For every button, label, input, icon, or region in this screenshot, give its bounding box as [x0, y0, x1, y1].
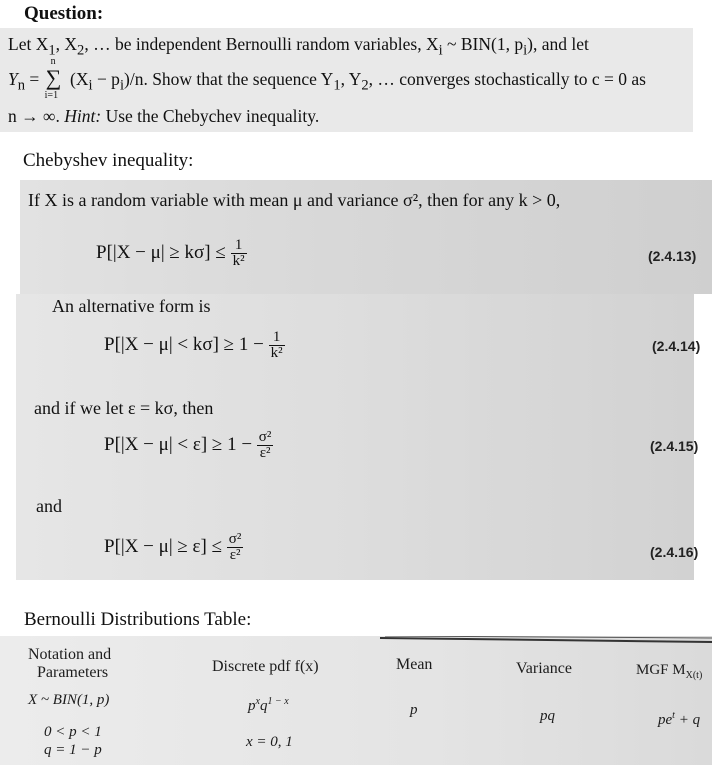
cell-variance: pq [540, 708, 555, 724]
table-heading: Bernoulli Distributions Table: [24, 609, 252, 630]
equation-2-4-16: P[|X − μ| ≥ ε] ≤ $\frac{\text{σ²}}{\text{ε²}}$ [104, 531, 242, 563]
header-pdf: Discrete pdf f(x) [212, 658, 319, 675]
equation-2-4-13: P[|X − μ| ≥ kσ] ≤ $\frac{1}{\text{k²}}$ [96, 237, 245, 269]
header-mgf: MGF $M_{X(t)}$ [636, 662, 703, 681]
equation-tag-2-4-16: (2.4.16) [650, 544, 699, 560]
equation-tag-2-4-14: (2.4.14) [652, 338, 701, 354]
cell-support: x = 0, 1 [246, 734, 293, 750]
header-mean: Mean [396, 656, 433, 673]
cell-mean: p [410, 702, 418, 718]
cell-param-1: 0 < p < 1 [44, 724, 102, 740]
cell-notation: X ~ BIN(1, p) [28, 692, 110, 708]
header-notation: Notation and Parameters [28, 646, 112, 681]
question-heading: Question: [24, 3, 104, 24]
equation-2-4-15: P[|X − μ| < ε] ≥ 1 − $\frac{\text{σ²}}{\text{ε²}}$ [104, 429, 272, 461]
chebyshev-panel-top [20, 180, 712, 294]
chebyshev-intro: If X is a random variable with mean μ and variance σ², then for any k > 0, [28, 190, 561, 210]
bernoulli-table [0, 636, 712, 765]
cell-mgf: $pe^t + q$ [658, 710, 701, 728]
alternative-form-text: An alternative form is [52, 296, 211, 316]
question-panel [0, 28, 693, 132]
chebyshev-heading: Chebyshev inequality: [23, 150, 194, 171]
cell-pdf: $p^xq^{1 - x}$ [248, 696, 289, 714]
chebyshev-panel-bottom [16, 294, 701, 580]
cell-param-2: q = 1 − p [44, 742, 102, 758]
summation-symbol: n ∑ i=1 [44, 56, 62, 101]
header-variance: Variance [516, 660, 572, 677]
question-line-1: Let $X_1$, $X_2$, … be independent Bernoulli random variables, $X_i$ ~ BIN(1, $p_i$), and let [8, 34, 589, 59]
and-text: and [36, 496, 62, 516]
equation-2-4-14: P[|X − μ| < kσ] ≥ 1 − $\frac{1}{\text{k²}}$ [104, 329, 283, 361]
question-line-3: n → ∞. Hint: Use the Chebychev inequality. [8, 106, 320, 126]
let-epsilon-text: and if we let ε = kσ, then [34, 398, 214, 418]
question-line-2: $Y_n$ = n ∑ i=1 $(X_i - p_i)/n$. Show that the sequence $Y_1$, $Y_2$, … converges stochastically to c = 0 as [8, 56, 646, 101]
equation-tag-2-4-13: (2.4.13) [648, 248, 697, 264]
equation-tag-2-4-15: (2.4.15) [650, 438, 699, 454]
